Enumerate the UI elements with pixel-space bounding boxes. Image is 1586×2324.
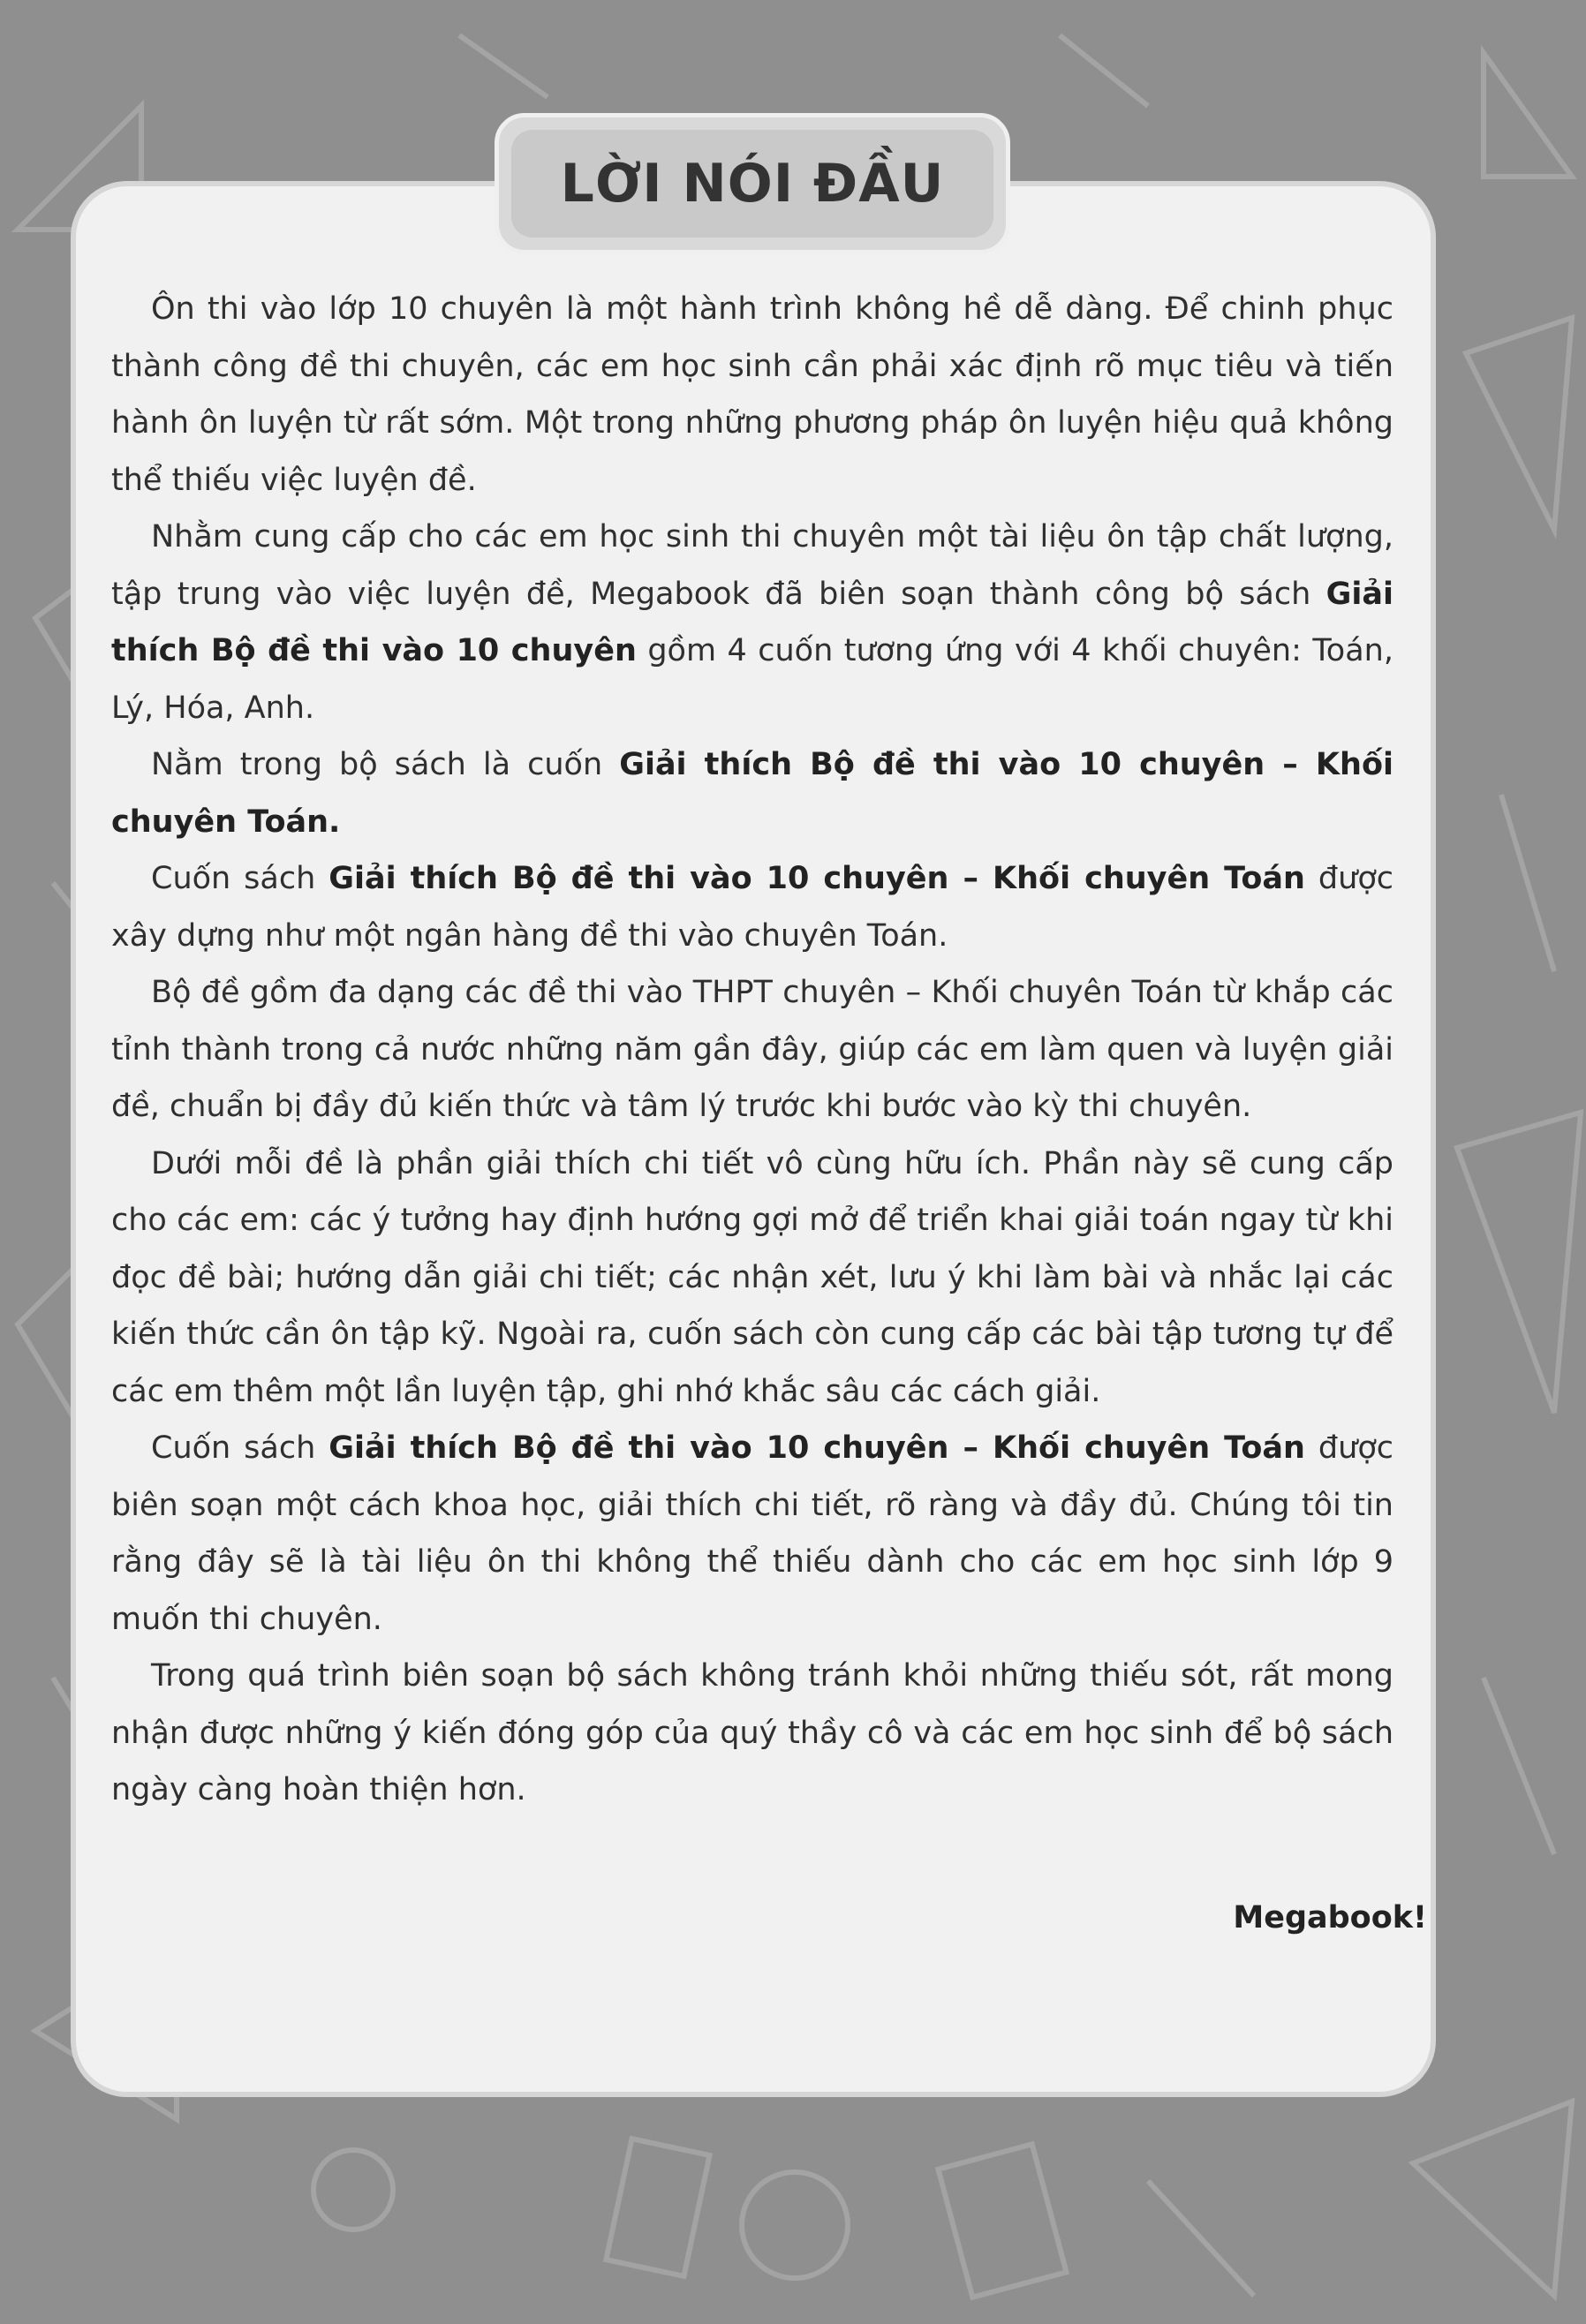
paragraph-text: Dưới mỗi đề là phần giải thích chi tiết vô cùng hữu ích. Phần này sẽ cung cấp cho các em: các ý tưởng hay định hướng gợi mở để triển khai giải toán ngay từ khi đọc đề bài; hướng dẫn giải chi tiết; các nhận xét, lưu ý khi làm bài và nhắc lại các kiến thức cần ôn tập kỹ. Ngoài ra, cuốn sách còn cung cấp các bài tập tương tự để các em thêm một lần luyện tập, ghi nhớ khắc sâu các cách giải.	[111, 1145, 1393, 1409]
page-title: LỜI NÓI ĐẦU	[560, 153, 945, 215]
paragraph-6	[111, 1136, 1393, 1421]
signature: Megabook!	[1233, 1900, 1427, 1935]
paragraph-text: Nhằm cung cấp cho các em học sinh thi chuyên một tài liệu ôn tập chất lượng, tập trung vào việc luyện đề, Megabook đã biên soạn thành công bộ sách	[111, 519, 1393, 612]
paragraph-5	[111, 964, 1393, 1136]
book-title: Giải thích Bộ đề thi vào 10 chuyên – Khối chuyên Toán.	[111, 747, 1393, 840]
paragraph-text: Trong quá trình biên soạn bộ sách không tránh khỏi những thiếu sót, rất mong nhận được những ý kiến đóng góp của quý thầy cô và các em học sinh để bộ sách ngày càng hoàn thiện hơn.	[111, 1658, 1393, 1807]
paragraph-text: Cuốn sách	[151, 861, 329, 896]
paragraph-4	[111, 850, 1393, 964]
paragraph-text: được biên soạn một cách khoa học, giải thích chi tiết, rõ ràng và đầy đủ. Chúng tôi tin rằng đây sẽ là tài liệu ôn thi không thể thiếu dành cho các em học sinh lớp 9 muốn thi chuyên.	[111, 1430, 1393, 1637]
paragraph-3	[111, 736, 1393, 850]
paragraph-text: được xây dựng như một ngân hàng đề thi vào chuyên Toán.	[111, 861, 1393, 954]
paragraph-1	[111, 281, 1393, 509]
book-title: Giải thích Bộ đề thi vào 10 chuyên – Khối chuyên Toán	[329, 1430, 1305, 1466]
paragraph-2	[111, 509, 1393, 736]
paragraph-text: Bộ đề gồm đa dạng các đề thi vào THPT chuyên – Khối chuyên Toán từ khắp các tỉnh thành trong cả nước những năm gần đây, giúp các em làm quen và luyện giải đề, chuẩn bị đầy đủ kiến thức và tâm lý trước khi bước vào kỳ thi chuyên.	[111, 975, 1393, 1124]
paragraph-text: gồm 4 cuốn tương ứng với 4 khối chuyên: Toán, Lý, Hóa, Anh.	[111, 633, 1393, 726]
paragraph-text: Ôn thi vào lớp 10 chuyên là một hành trình không hề dễ dàng. Để chinh phục thành công đề thi chuyên, các em học sinh cần phải xác định rõ mục tiêu và tiến hành ôn luyện từ rất sớm. Một trong những phương pháp ôn luyện hiệu quả không thể thiếu việc luyện đề.	[111, 291, 1393, 498]
paragraph-text: Cuốn sách	[151, 1430, 329, 1466]
title-banner-inner	[511, 130, 993, 238]
foreword-text	[111, 281, 1393, 1819]
paragraph-7	[111, 1420, 1393, 1648]
title-banner	[495, 113, 1010, 254]
paragraph-text: Nằm trong bộ sách là cuốn	[151, 747, 620, 782]
paragraph-8	[111, 1648, 1393, 1819]
book-title: Giải thích Bộ đề thi vào 10 chuyên	[111, 576, 1393, 668]
book-title: Giải thích Bộ đề thi vào 10 chuyên – Khối chuyên Toán	[329, 861, 1305, 896]
